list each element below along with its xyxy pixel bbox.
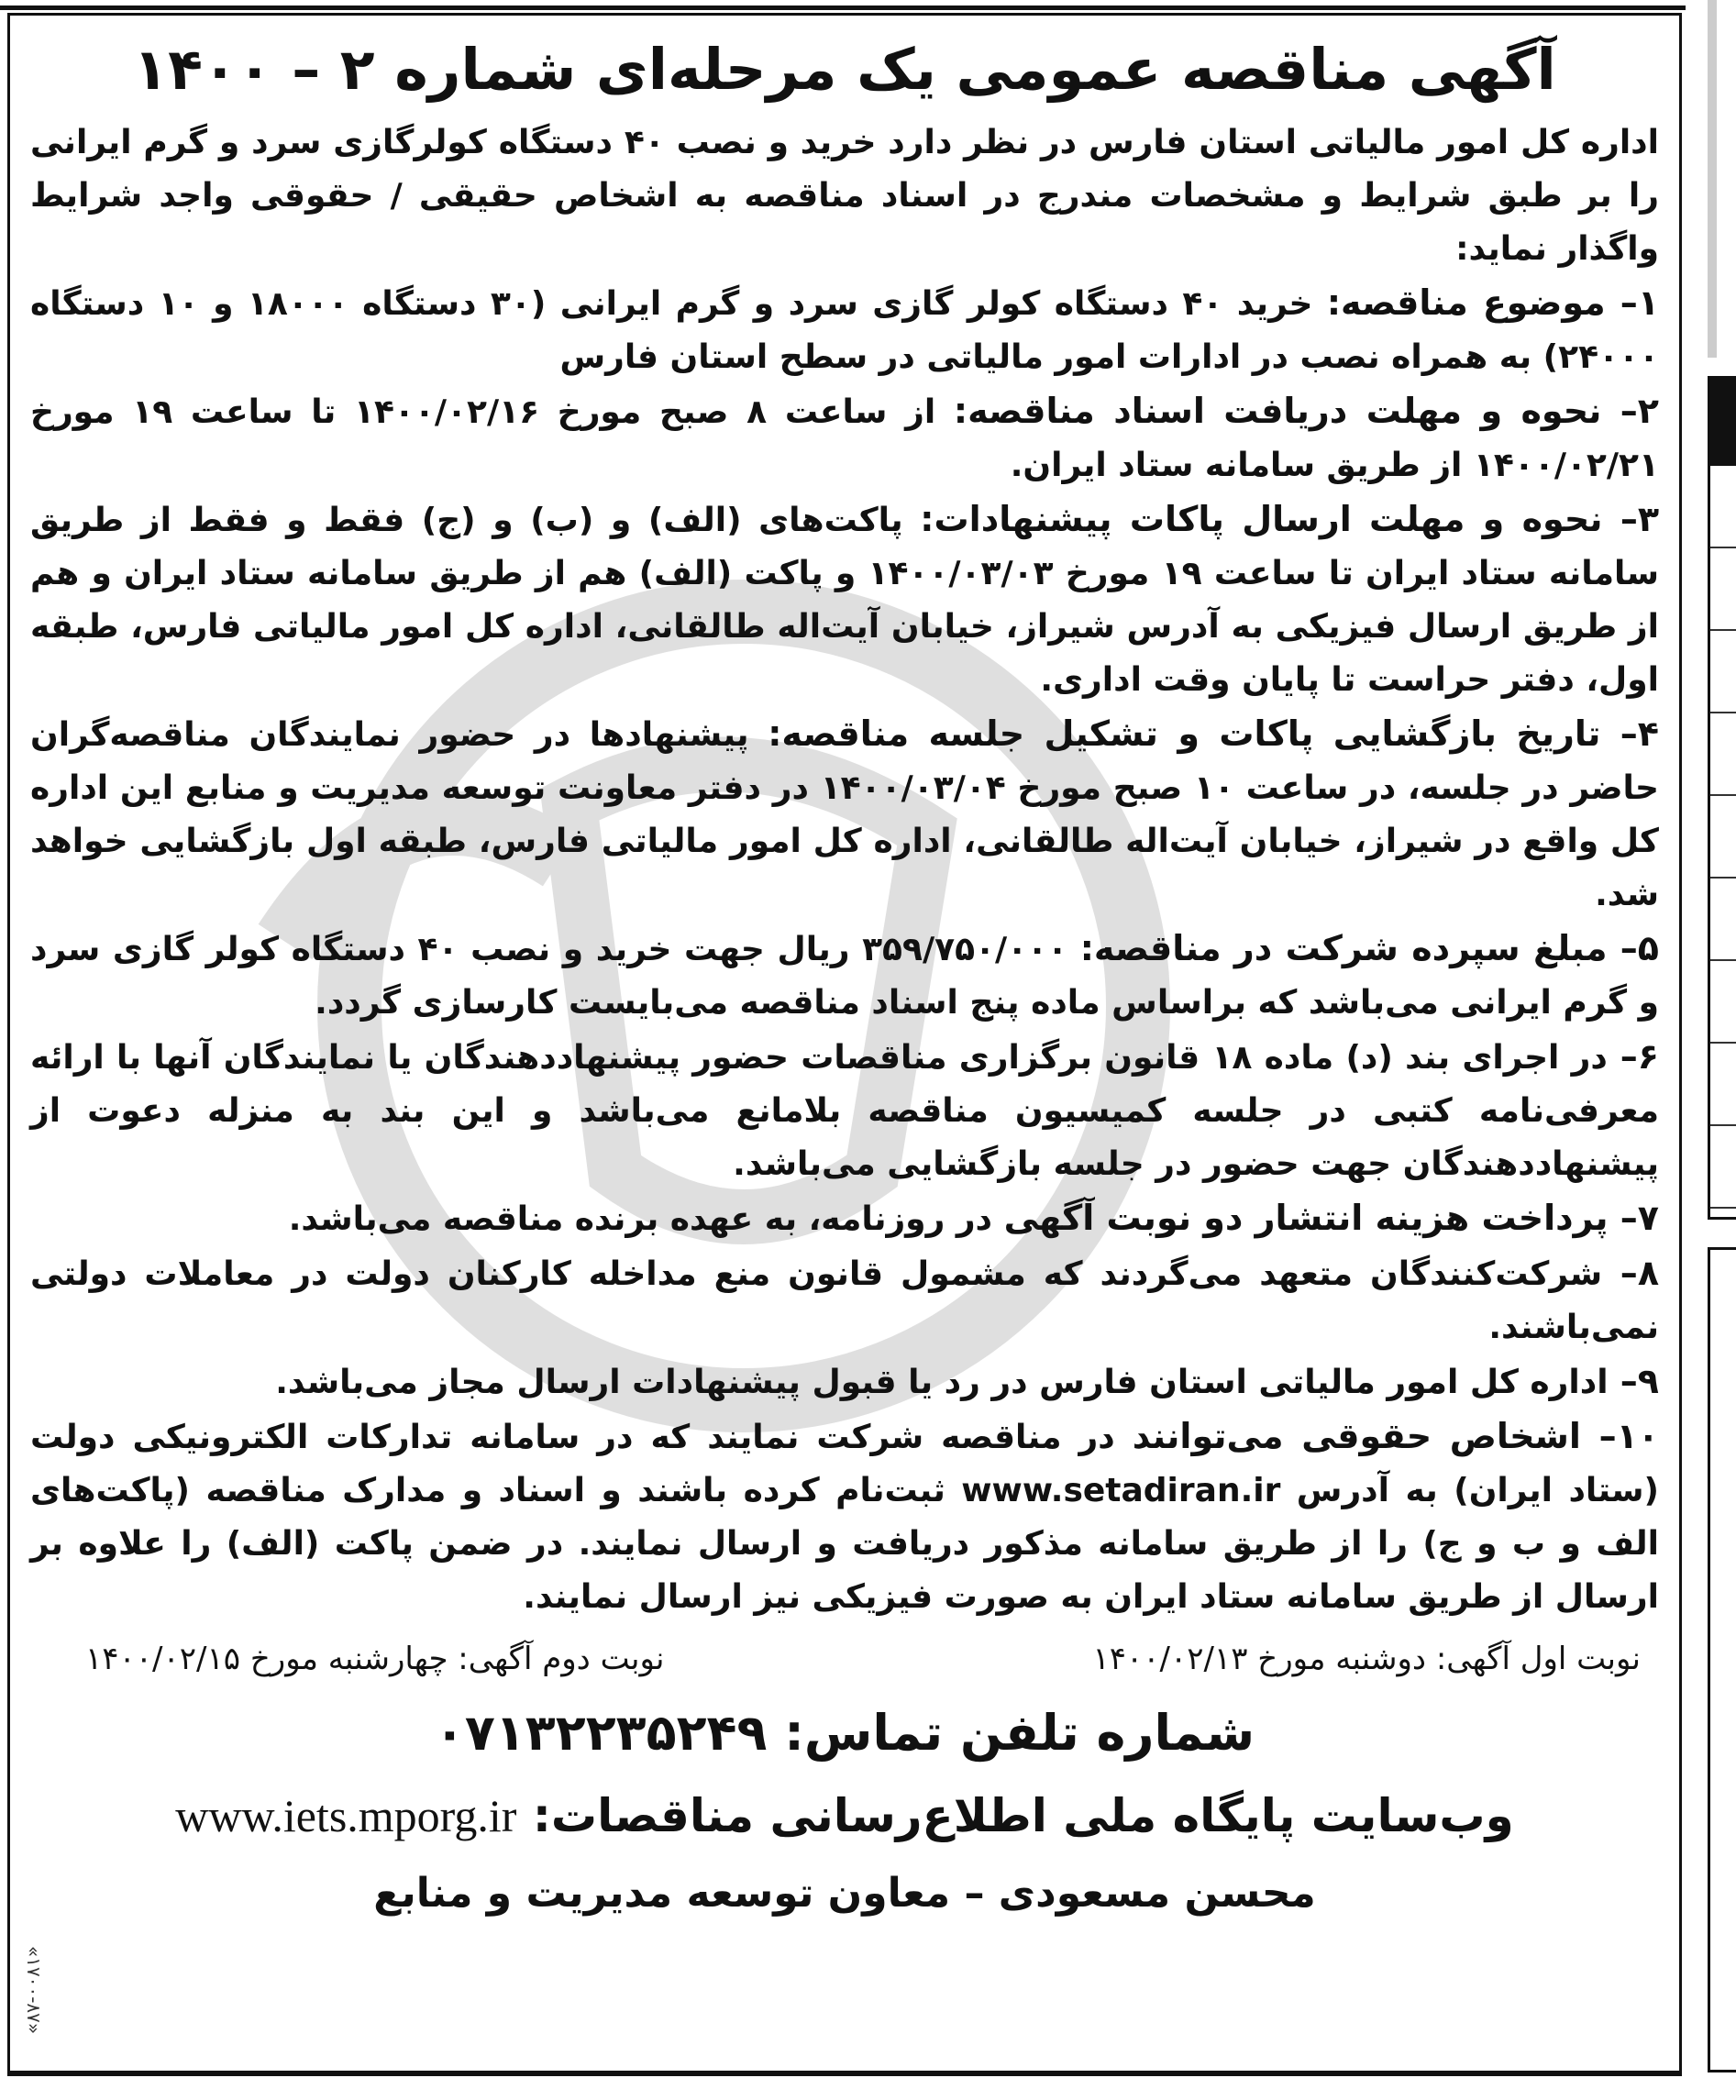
notice-item — [30, 492, 1659, 707]
item-text: اداره کل امور مالیاتی استان فارس در رد یا قبول پیشنهادات ارسال مجاز می‌باشد. — [275, 1364, 1609, 1401]
page-top-rule — [0, 6, 1686, 10]
item-heading: موضوع مناقصه: — [1326, 282, 1606, 323]
publication-dates — [85, 1631, 1641, 1686]
item-number: ۹– — [1608, 1361, 1659, 1401]
notice-item — [30, 1030, 1659, 1191]
item-number: ۶– — [1607, 1036, 1659, 1077]
item-number: ۵– — [1607, 928, 1659, 968]
first-publication-date: نوبت اول آگهی: دوشنبه مورخ ۱۴۰۰/۰۲/۱۳ — [1092, 1641, 1641, 1677]
tender-notice — [7, 13, 1682, 2076]
item-text: پیشنهادها در حضور نمایندگان مناقصه‌گران حاضر در جلسه، در ساعت ۱۰ صبح مورخ ۱۴۰۰/۰۳/۰۴ در دفتر معاونت توسعه مدیریت و منابع این اداره کل واقع در شیراز، خیابان آیت‌اله طالقانی، اداره کل امور مالیاتی فارس، طبقه اول بازگشایی خواهد شد. — [30, 716, 1659, 913]
website-label: وب‌سایت پایگاه ملی اطلاع‌رسانی مناقصات: — [516, 1789, 1514, 1842]
second-publication-date: نوبت دوم آگهی: چهارشنبه مورخ ۱۴۰۰/۰۲/۱۵ — [85, 1641, 665, 1677]
adjacent-box — [1708, 1247, 1736, 2072]
item-heading: نحوه و مهلت دریافت اسناد مناقصه: — [953, 391, 1602, 431]
notice-items — [30, 276, 1659, 1624]
item-text: خرید ۴۰ دستگاه کولر گازی سرد و گرم ایرانی (۳۰ دستگاه ۱۸۰۰۰ و ۱۰ دستگاه ۲۴۰۰۰) به همراه نصب در ادارات امور مالیاتی در سطح استان فارس — [30, 285, 1659, 376]
website-line — [30, 1774, 1659, 1857]
notice-item — [30, 1191, 1659, 1246]
item-text: در روزنامه، به عهده برنده مناقصه می‌باشد. — [288, 1200, 1004, 1238]
notice-item — [30, 276, 1659, 384]
notice-item — [30, 707, 1659, 922]
item-number: ۱– — [1605, 282, 1660, 323]
item-number: ۳– — [1602, 499, 1660, 539]
notice-item — [30, 1409, 1659, 1624]
notice-item — [30, 384, 1659, 492]
adjacent-table — [1708, 376, 1736, 1220]
adjacent-text-block — [1708, 0, 1717, 358]
item-text: شرکت‌کنندگان متعهد می‌گردند که مشمول قانون منع مداخله کارکنان دولت در معاملات دولتی نمی‌باشند. — [30, 1255, 1659, 1346]
item-number: ۷– — [1608, 1198, 1659, 1238]
phone-number: ۰۷۱۳۲۲۳۵۲۴۹ — [434, 1704, 768, 1762]
adjacent-column — [1708, 0, 1736, 2100]
notice-item — [30, 1354, 1659, 1409]
signature: محسن مسعودی – معاون توسعه مدیریت و منابع — [373, 1870, 1316, 1917]
contact-phone — [30, 1692, 1659, 1774]
item-number: ۱۰– — [1580, 1416, 1659, 1456]
item-number: ۲– — [1601, 391, 1659, 431]
phone-label: شماره تلفن تماس: — [767, 1704, 1255, 1762]
item-heading: مبلغ سپرده شرکت در مناقصه: — [1079, 928, 1608, 968]
item-text: در اجرای بند (د) ماده ۱۸ قانون برگزاری مناقصات حضور پیشنهاددهندگان یا نمایندگان آنها با ارائه معرفی‌نامه کتبی در جلسه کمیسیون مناقصه بلامانع می‌باشد و این بند به منزله دعوت از پیشنهاددهندگان جهت حضور در جلسه بازگشایی می‌باشد. — [30, 1039, 1659, 1183]
notice-item — [30, 922, 1659, 1030]
notice-title: آگهی مناقصه عمومی یک مرحله‌ای شماره ۲ – ۱۴۰۰ — [133, 36, 1556, 103]
item-heading: تاریخ بازگشایی پاکات و تشکیل جلسه مناقصه: — [768, 713, 1601, 754]
item-number: ۴– — [1600, 713, 1659, 754]
notice-item — [30, 1246, 1659, 1354]
intro-paragraph: اداره کل امور مالیاتی استان فارس در نظر دارد خرید و نصب ۴۰ دستگاه کولرگازی سرد و گرم ایرانی را بر طبق شرایط و مشخصات مندرج در اسناد مناقصه به اشخاص حقیقی / حقوقی واجد شرایط واگذار نماید: — [30, 124, 1659, 268]
item-text: ۳۵۹/۷۵۰/۰۰۰ ریال جهت خرید و نصب ۴۰ دستگاه کولر گازی سرد و گرم ایرانی می‌باشد که براساس ماده پنج اسناد مناقصه می‌بایست کارسازی گردد. — [30, 931, 1659, 1022]
item-text: از ساعت ۸ صبح مورخ ۱۴۰۰/۰۲/۱۶ تا ساعت ۱۹ مورخ ۱۴۰۰/۰۲/۲۱ از طریق سامانه ستاد ایران. — [30, 393, 1659, 484]
item-heading: اشخاص حقوقی می‌توانند — [1132, 1416, 1581, 1456]
item-number: ۸– — [1602, 1253, 1660, 1293]
item-heading: نحوه و مهلت ارسال پاکات پیشنهادات: — [920, 499, 1603, 539]
item-text: پاکت‌های (الف) و (ب) و (ج) فقط و فقط از طریق سامانه ستاد ایران تا ساعت ۱۹ مورخ ۱۴۰۰/۰۳/۰۳ و پاکت (الف) هم از طریق سامانه ستاد ایران و هم از طریق ارسال فیزیکی به آدرس شیراز، خیابان آیت‌اله طالقانی، اداره کل امور مالیاتی فارس، طبقه اول، دفتر حراست تا پایان وقت اداری. — [30, 502, 1659, 699]
ad-code: «۱۷۰۰-۸۷» — [23, 1945, 45, 2034]
item-text: در مناقصه شرکت نمایند که در سامانه تدارکات الکترونیکی دولت (ستاد ایران) به آدرس www.setadiran.ir ثبت‌نام کرده باشند و اسناد و مدارک مناقصه (پاکت‌های الف و ب و ج) را از طریق سامانه مذکور دریافت و ارسال نمایند. در ضمن پاکت (الف) را علاوه بر ارسال از طریق سامانه ستاد ایران به صورت فیزیکی نیز ارسال نمایند. — [30, 1419, 1659, 1616]
item-heading: پرداخت هزینه انتشار دو نوبت آگهی — [1003, 1198, 1609, 1238]
website-url[interactable]: www.iets.mporg.ir — [175, 1790, 517, 1841]
